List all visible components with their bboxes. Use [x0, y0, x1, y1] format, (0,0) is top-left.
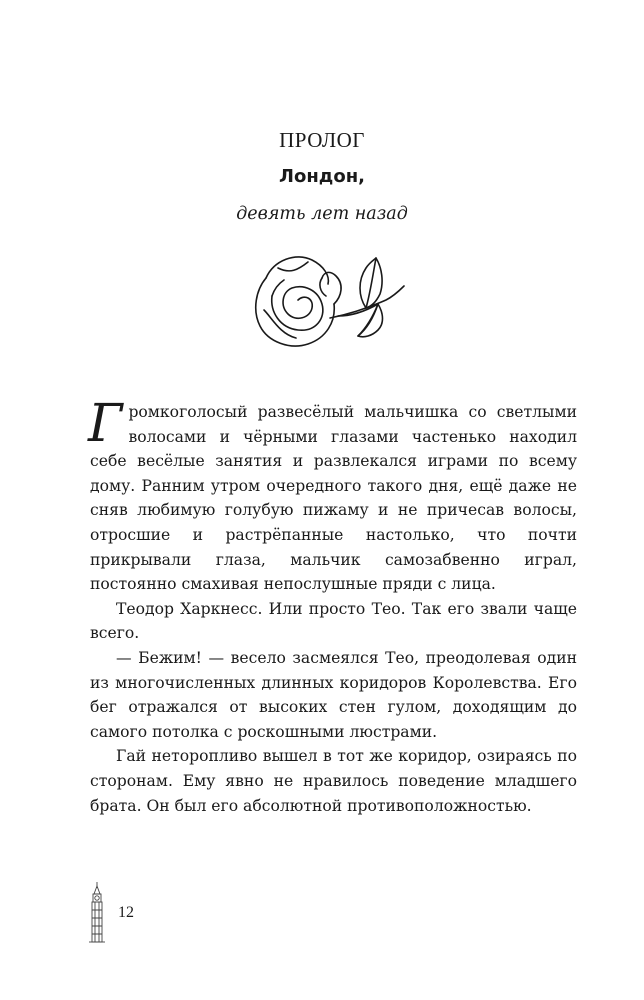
- paragraph-1: [88, 394, 577, 597]
- drop-cap: Г: [88, 394, 123, 454]
- body-text: [88, 394, 577, 818]
- chapter-place: Лондон,: [279, 166, 365, 187]
- paragraph-2: Теодор Харкнесс. Или просто Тео. Так его звали чаще всего.: [90, 599, 577, 643]
- paragraph-4: Гай неторопливо вышел в тот же коридор, озираясь по сторонам. Ему явно не нравилось поведение младшего брата. Он был его абсолютной противоположностью.: [90, 747, 577, 815]
- chapter-time: девять лет назад: [236, 204, 408, 224]
- paragraph-3: — Бежим! — весело засмеялся Тео, преодолевая один из многочисленных длинных коридоров Королевства. Его бег отражался от высоких стен гулом, доходящим до самого потолка с роскошными люстрами.: [90, 648, 577, 741]
- paragraph-1-text: ромкоголосый развесёлый мальчишка со светлыми волосами и чёрными глазами частенько находил себе весёлые занятия и развлекался играми по всему дому. Ранним утром очередного такого дня, ещё даже не сняв любимую голубую пижаму и не причесав волосы, отросшие и растрёпанные настолько, что почти прикрывали глаза, мальчик самозабвенно играл, постоянно смахивая непослушные пряди с лица.: [90, 403, 577, 594]
- rose-icon: [238, 238, 410, 360]
- chapter-title: ПРОЛОГ: [279, 128, 365, 152]
- page-number: 12: [118, 904, 134, 921]
- tower-icon: [86, 880, 108, 946]
